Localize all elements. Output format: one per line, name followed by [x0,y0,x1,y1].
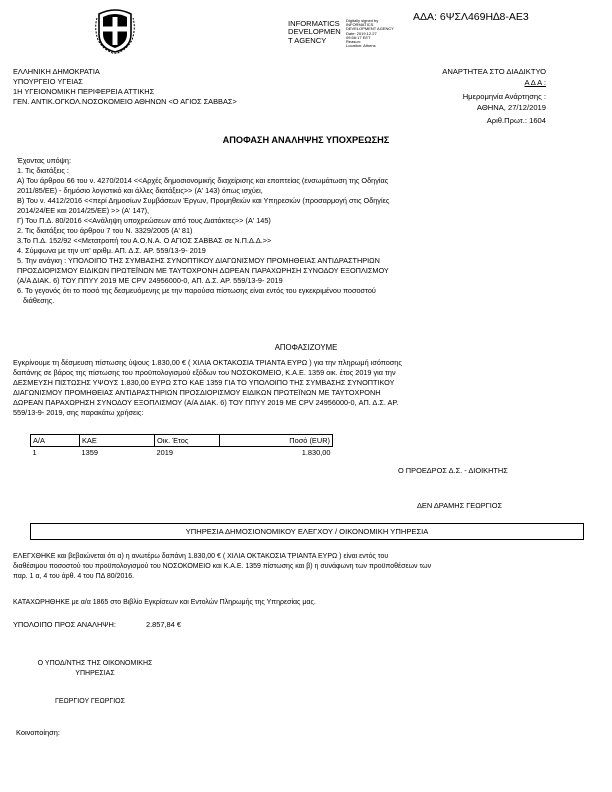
consideration-line: Γ) Του Π.Δ. 80/2016 <<Ανάληψη υποχρεώσεων από τους Διατάκτες>> (Α' 145) [17,216,271,225]
signatory-title: Ο ΠΡΟΕΔΡΟΣ Δ.Σ. - ΔΙΟΙΚΗΤΗΣ [398,466,508,475]
issuer-line: ΓΕΝ. ΑΝΤΙΚ.ΟΓΚΟΛ.ΝΟΣΟΚΟΜΕΙΟ ΑΘΗΝΩΝ <Ο ΑΓΙΟΣ ΣΑΒΒΑΣ> [13,97,237,106]
consideration-line: 6. Το γεγονός ότι το ποσό της δεσμευόμενης με την παρούσα πίστωσης είναι εντός του εγκεκριμένου ποσοστού [17,286,376,295]
consideration-line: ΠΡΟΣΔΙΟΡΙΣΜΟΥ ΕΙΔΙΚΩΝ ΠΡΩΤΕΪΝΩΝ ΜΕ ΤΑΥΤΟΧΡΟΝΗ ΔΩΡΕΑΝ ΠΑΡΑΧΩΡΗΣΗ ΣΥΝΟΔΟΥ ΕΞΟΠΛΙΣΜΟΥ [17,266,389,275]
finance-signatory-title: Ο ΥΠΟΔ/ΝΤΗΣ ΤΗΣ ΟΙΚΟΝΟΜΙΚΗΣ ΥΠΗΡΕΣΙΑΣ [37,660,153,677]
consideration-line: Έχοντας υπόψη: [17,156,71,165]
agency-line-3: T AGENCY [288,35,327,45]
table-cell: 2019 [156,448,173,457]
table-cell: 1359 [81,448,98,457]
ada-code: ΑΔΑ: 6ΨΣΛ469Η∆8-ΑΕ3 [413,11,529,23]
table-cell: 1 [32,448,37,457]
remaining-amount-label: ΥΠΟΛΟΙΠΟ ΠΡΟΣ ΑΝΑΛΗΨΗ: [13,620,116,629]
consideration-line: 2. Τις διατάξεις του άρθρου 7 του Ν. 3329/2005 (Α' 81) [17,226,193,235]
finance-signatory-name: ΓΕΩΡΓΙΟΥ ΓΕΩΡΓΙΟΣ [55,698,125,705]
decision-line: ΔΩΡΕΑΝ ΠΑΡΑΧΩΡΗΣΗ ΣΥΝΟΔΟΥ ΕΞΟΠΛΙΣΜΟΥ (Α/Α ΔΙΑΚ. 6) ΤΟΥ ΠΠΥΥ 2019 ΜΕ CPV 24956000-0, ΑΠ. Δ.Σ. ΑΡ. [13,398,399,407]
consideration-line: Α) Του άρθρου 66 του ν. 4270/2014 <<Αρχές δημοσιονομικής διαχείρισης και εποπτείας (ενσωμάτωση της Οδηγίας [17,176,389,185]
ada-label: Α Δ Α : [524,77,546,87]
remaining-amount-value: 2.857,84 € [146,620,181,629]
posting-block [442,67,546,127]
table-header-row [31,435,333,447]
audit-line: ΕΛΕΓΧΘΗΚΕ και βεβαιώνεται ότι α) η ανωτέρω δαπάνη 1.830,00 € ( ΧΙΛΙΑ ΟΚΤΑΚΟΣΙΑ ΤΡΙΑΝΤΑ ΕΥΡΩ ) είναι εντός του [13,553,389,560]
audit-text [13,552,431,582]
posting-date-label: Ημερομηνία Ανάρτησης : [462,92,546,101]
consideration-line: διάθεσης. [23,296,55,305]
header-cell: Ποσό (EUR) [220,435,333,447]
document-date: ΑΘΗΝΑ, 27/12/2019 [476,102,546,112]
notification-label: Κοινοποίηση: [16,728,60,737]
consideration-line: 1. Τις διατάξεις : [17,166,69,175]
signatory-name: ΔΕΝ ΔΡΑΜΗΣ ΓΕΩΡΓΙΟΣ [417,501,503,510]
considerations [17,156,389,306]
consideration-line: 4. Σύμφωνα με την υπ' αριθμ. ΑΠ. Δ.Σ. ΑΡ. 559/13-9- 2019 [17,246,206,255]
posting-note: ΑΝΑΡΤΗΤΕΑ ΣΤΟ ΔΙΑΔΙΚΤΥΟ [442,67,546,76]
digital-signature-stamp: Digitally signed by INFORMATICS DEVELOPMENT AGENCY Date: 2019.12.27 09:58:17 EET Reason: Location: Athens [346,18,394,49]
consideration-line: Β) Του ν. 4412/2016 <<περί Δημοσίων Συμβάσεων Έργων, Προμηθειών και Υπηρεσιών (προσαρμογή στις Οδηγίες [17,196,390,205]
consideration-line: 5. Την ανάγκη : ΥΠΟΛΟΙΠΟ ΤΗΣ ΣΥΜΒΑΣΗΣ ΣΥΝΟΠΤΙΚΟΥ ΔΙΑΓΩΝΙΣΜΟΥ ΠΡΟΜΗΘΕΙΑΣ ΑΝΤΙΔΡΑΣΤΗΡΙΩΝ [17,256,380,265]
decision-line: 559/13-9- 2019, σης παρακάτω χρήσεις: [13,408,144,417]
consideration-line: 2014/24/ΕΕ και 2014/25/ΕΕ) >> (Α' 147), [17,206,150,215]
table-cell: 1.830,00 [301,448,331,457]
issuer-line: ΥΠΟΥΡΓΕΙΟ ΥΓΕΙΑΣ [13,77,83,86]
issuer-block [13,67,237,107]
consideration-line: 3.Το Π.Δ. 152/92 <<Μετατροπή του Α.Ο.Ν.Α. Ο ΑΓΙΟΣ ΣΑΒΒΑΣ σε Ν.Π.Δ.Δ.>> [17,236,272,245]
decision-line: ΔΕΣΜΕΥΣΗ ΠΙΣΤΩΣΗΣ ΥΨΟΥΣ 1.830,00 ΕΥΡΩ ΣΤΟ ΚΑΕ 1359 ΓΙΑ ΤΟ ΥΠΟΛΟΙΠΟ ΤΗΣ ΣΥΜΒΑΣΗΣ ΣΥΝΟΠΤΙΚΟΥ [13,378,395,387]
audit-line: παρ. 1 α, 4 του άρθ. 4 του ΠΔ 80/2016. [13,573,135,580]
decision-line: Εγκρίνουμε τη δέσμευση πίστωσης ύψους 1.830,00 € ( ΧΙΛΙΑ ΟΚΤΑΚΟΣΙΑ ΤΡΙΑΝΤΑ ΕΥΡΩ ) για την πληρωμή ισόποσης [13,358,402,367]
decision-line: ΔΙΑΓΩΝΙΣΜΟΥ ΠΡΟΜΗΘΕΙΑΣ ΑΝΤΙΔΡΑΣΤΗΡΙΩΝ ΠΡΟΣΔΙΟΡΙΣΜΟΥ ΕΙΔΙΚΩΝ ΠΡΩΤΕΪΝΩΝ ΜΕ ΤΑΥΤΟΧΡΟΝΗ [13,388,381,397]
protocol-number: Αριθ.Πρωτ.: 1604 [486,116,546,125]
consideration-line: (Α/Α ΔΙΑΚ. 6) ΤΟΥ ΠΠΥΥ 2019 ΜΕ CPV 24956000-0, ΑΠ. Δ.Σ. ΑΡ. 559/13-9- 2019 [17,276,283,285]
agency-name [288,20,341,45]
decision-text [13,358,402,418]
agency-line-2: DEVELOPMEN [288,27,341,37]
registration-note: ΚΑΤΑΧΩΡΗΘΗΚΕ με α/α 1865 στο Βιβλίο Εγκρίσεων και Εντολών Πληρωμής της Υπηρεσίας μας. [13,599,316,606]
header-cell: ΚΑΕ [80,435,155,447]
decision-heading: ΑΠΟΦΑΣΙΖΟΥΜΕ [274,343,338,352]
table-row [31,447,333,459]
audit-service-box: ΥΠΗΡΕΣΙΑ ΔΗΜΟΣΙΟΝΟΜΙΚΟΥ ΕΛΕΓΧΟΥ / ΟΙΚΟΝΟΜΙΚΗ ΥΠΗΡΕΣΙΑ [30,523,584,540]
decision-line: δαπάνης σε βάρος της πίστωσης του προϋπολογισμού εξόδων του ΝΟΣΟΚΟΜΕΙΟ, Κ.Α.Ε. 1359 οικ. έτος 2019 για την [13,368,396,377]
audit-line: διαθέσιμου ποσοστού του προϋπολογισμού του ΝΟΣΟΚΟΜΕΙΟ και Κ.Α.Ε. 1359 πίστωσης και β) η συνάφωνη των προϋποθέσεων των [13,563,432,570]
header-cell: Α/Α [31,435,80,447]
document-title: ΑΠΟΦΑΣΗ ΑΝΑΛΗΨΗΣ ΥΠΟΧΡΕΩΣΗΣ [222,135,390,145]
coat-of-arms-emblem [93,6,137,54]
issuer-line: ΕΛΛΗΝΙΚΗ ΔΗΜΟΚΡΑΤΙΑ [13,67,100,76]
commitment-table [30,434,333,458]
agency-line-1: INFORMATICS [288,19,340,28]
header-cell: Οικ. Έτος [155,435,220,447]
consideration-line: 2011/85/ΕΕ) - δημόσιο λογιστικό και άλλες διατάξεις>> (Α' 143) όπως ισχύει, [17,186,263,195]
issuer-line: 1Η ΥΓΕΙΟΝΟΜΙΚΗ ΠΕΡΙΦΕΡΕΙΑ ΑΤΤΙΚΗΣ [13,87,155,96]
